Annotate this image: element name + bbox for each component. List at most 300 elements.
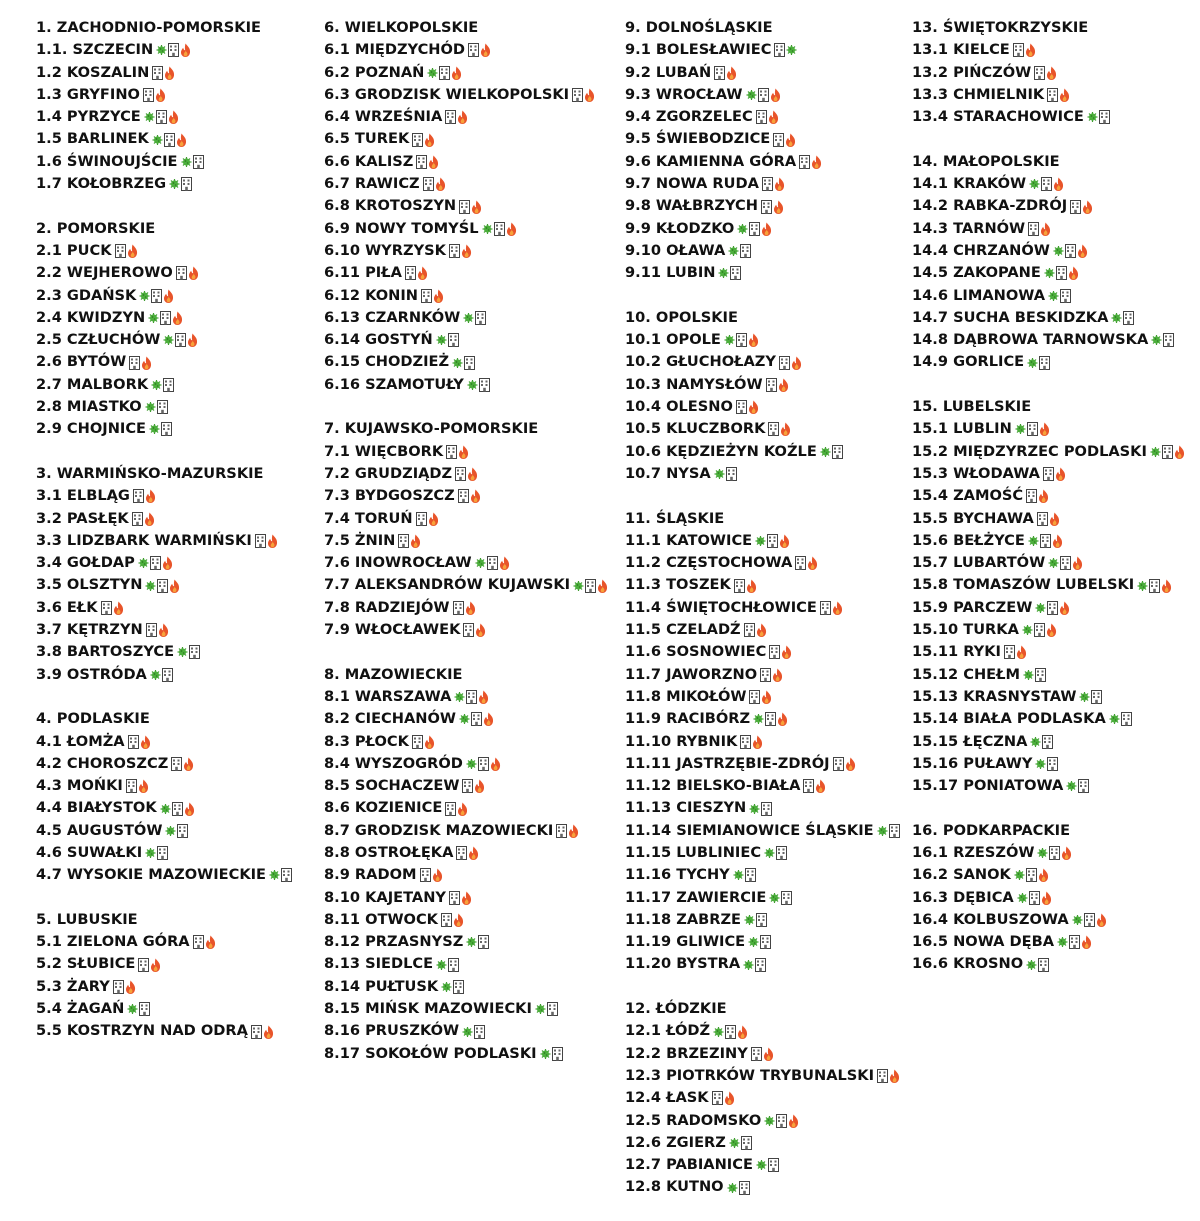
list-item bbox=[625, 820, 917, 842]
list-item bbox=[324, 62, 616, 84]
list-item bbox=[625, 708, 917, 730]
status-icons bbox=[465, 934, 489, 950]
building-icon bbox=[160, 421, 173, 437]
list-item bbox=[36, 753, 328, 775]
status-icons bbox=[733, 578, 757, 594]
city-label: 15.3 WŁODAWA bbox=[912, 464, 1040, 482]
region-heading: 3. WARMIŃSKO-MAZURSKIE bbox=[36, 464, 264, 482]
status-icons bbox=[457, 488, 481, 504]
flame-icon bbox=[780, 644, 793, 660]
list-item bbox=[324, 1020, 616, 1042]
city-label: 4.7 WYSOKIE MAZOWIECKIE bbox=[36, 866, 267, 884]
flame-icon bbox=[1054, 466, 1067, 482]
list-item bbox=[324, 976, 616, 998]
flame-icon bbox=[456, 801, 469, 817]
list-item bbox=[36, 39, 328, 61]
status-icons bbox=[1027, 221, 1051, 237]
city-label: 6.5 TUREK bbox=[324, 130, 410, 148]
city-label: 15.6 BEŁŻYCE bbox=[912, 531, 1025, 549]
list-item bbox=[625, 1043, 917, 1065]
city-label: 11.2 CZĘSTOCHOWA bbox=[625, 554, 793, 572]
status-icons bbox=[1013, 867, 1049, 883]
building-icon bbox=[738, 1180, 751, 1196]
city-label: 2.9 CHOJNICE bbox=[36, 420, 147, 438]
city-label: 9.2 LUBAŃ bbox=[625, 63, 712, 81]
flame-icon bbox=[773, 176, 786, 192]
status-icons bbox=[127, 734, 151, 750]
city-label: 9.11 LUBIN bbox=[625, 264, 716, 282]
list-item bbox=[324, 909, 616, 931]
flame-icon bbox=[112, 600, 125, 616]
city-label: 11.6 SOSNOWIEC bbox=[625, 643, 767, 661]
flame-icon bbox=[747, 332, 760, 348]
flame-icon bbox=[171, 310, 184, 326]
city-label: 12.6 ZGIERZ bbox=[625, 1133, 726, 1151]
city-label: 16.6 KROSNO bbox=[912, 955, 1024, 973]
flame-icon bbox=[163, 65, 176, 81]
list-item bbox=[912, 953, 1200, 975]
building-icon bbox=[477, 934, 490, 950]
region-heading: 15. LUBELSKIE bbox=[912, 398, 1032, 416]
city-label: 8.12 PRZASNYSZ bbox=[324, 933, 464, 951]
status-icons bbox=[763, 845, 787, 861]
flame-icon bbox=[457, 444, 470, 460]
city-label: 11.12 BIELSKO-BIAŁA bbox=[625, 777, 801, 795]
status-icons bbox=[743, 622, 767, 638]
flame-icon bbox=[423, 734, 436, 750]
building-icon bbox=[452, 979, 465, 995]
status-icons bbox=[148, 421, 172, 437]
city-label: 16.5 NOWA DĘBA bbox=[912, 933, 1055, 951]
status-icons bbox=[467, 42, 491, 58]
flame-icon bbox=[831, 600, 844, 616]
city-label: 7.5 ŻNIN bbox=[324, 531, 396, 549]
city-label: 6.7 RAWICZ bbox=[324, 175, 420, 193]
city-label: 15.4 ZAMOŚĆ bbox=[912, 487, 1024, 505]
list-item bbox=[36, 106, 328, 128]
status-icons bbox=[723, 332, 759, 348]
building-icon bbox=[1098, 109, 1111, 125]
region-group bbox=[625, 17, 917, 285]
status-icons bbox=[142, 87, 166, 103]
status-icons bbox=[452, 600, 476, 616]
building-icon bbox=[729, 265, 742, 281]
list-item bbox=[912, 552, 1200, 574]
status-icons bbox=[745, 87, 781, 103]
building-icon bbox=[156, 845, 169, 861]
status-icons bbox=[404, 265, 428, 281]
list-item bbox=[324, 597, 616, 619]
building-icon bbox=[180, 176, 193, 192]
list-item bbox=[324, 128, 616, 150]
city-label: 15.5 BYCHAWA bbox=[912, 509, 1034, 527]
list-item bbox=[324, 619, 616, 641]
status-icons bbox=[1065, 778, 1089, 794]
list-item bbox=[625, 686, 917, 708]
city-label: 15.10 TURKA bbox=[912, 621, 1019, 639]
flame-icon bbox=[427, 511, 440, 527]
city-label: 16.4 KOLBUSZOWA bbox=[912, 910, 1069, 928]
flame-icon bbox=[416, 265, 429, 281]
flame-icon bbox=[736, 1024, 749, 1040]
list-item bbox=[36, 530, 328, 552]
status-icons bbox=[755, 109, 779, 125]
flame-icon bbox=[1067, 265, 1080, 281]
city-label: 2.5 CZŁUCHÓW bbox=[36, 331, 161, 349]
status-icons bbox=[444, 109, 468, 125]
list-item bbox=[912, 329, 1200, 351]
status-icons bbox=[713, 466, 737, 482]
flame-icon bbox=[806, 555, 819, 571]
building-icon bbox=[156, 399, 169, 415]
flame-icon bbox=[162, 288, 175, 304]
building-icon bbox=[192, 154, 205, 170]
status-icons bbox=[1003, 644, 1027, 660]
list-item bbox=[625, 887, 917, 909]
status-icons bbox=[1056, 934, 1092, 950]
list-item bbox=[912, 574, 1200, 596]
city-label: 11.8 MIKOŁÓW bbox=[625, 687, 747, 705]
building-icon bbox=[473, 1024, 486, 1040]
list-item bbox=[625, 1087, 917, 1109]
status-icons bbox=[727, 243, 751, 259]
status-icons bbox=[125, 778, 149, 794]
list-item bbox=[36, 664, 328, 686]
flame-icon bbox=[482, 711, 495, 727]
list-item bbox=[324, 864, 616, 886]
list-item bbox=[36, 240, 328, 262]
list-item bbox=[625, 842, 917, 864]
flame-icon bbox=[124, 979, 137, 995]
flame-icon bbox=[567, 823, 580, 839]
city-label: 11.1 KATOWICE bbox=[625, 531, 753, 549]
status-icons bbox=[1021, 622, 1057, 638]
city-label: 15.17 PONIATOWA bbox=[912, 777, 1064, 795]
flame-icon bbox=[767, 109, 780, 125]
building-icon bbox=[1038, 355, 1051, 371]
list-item bbox=[625, 106, 917, 128]
list-item bbox=[324, 820, 616, 842]
flame-icon bbox=[810, 154, 823, 170]
list-item bbox=[324, 351, 616, 373]
city-label: 11.10 RYBNIK bbox=[625, 732, 738, 750]
status-icons bbox=[419, 867, 443, 883]
list-item bbox=[36, 418, 328, 440]
list-item bbox=[324, 797, 616, 819]
city-label: 10.5 KLUCZBORK bbox=[625, 420, 766, 438]
status-icons bbox=[458, 199, 482, 215]
flame-icon bbox=[1076, 243, 1089, 259]
region-heading: 4. PODLASKIE bbox=[36, 710, 150, 728]
city-label: 7.2 GRUDZIĄDZ bbox=[324, 464, 453, 482]
status-icons bbox=[128, 355, 152, 371]
list-item bbox=[625, 84, 917, 106]
list-item bbox=[36, 351, 328, 373]
building-icon bbox=[754, 957, 767, 973]
region-group bbox=[912, 820, 1200, 976]
list-item bbox=[36, 597, 328, 619]
region-group bbox=[625, 508, 917, 976]
status-icons bbox=[832, 756, 856, 772]
list-item bbox=[324, 240, 616, 262]
flame-icon bbox=[751, 734, 764, 750]
region-group bbox=[36, 909, 328, 1043]
flame-icon bbox=[479, 42, 492, 58]
city-label: 9.6 KAMIENNA GÓRA bbox=[625, 152, 797, 170]
city-label: 15.12 CHEŁM bbox=[912, 665, 1021, 683]
list-item bbox=[36, 619, 328, 641]
status-icons bbox=[1069, 199, 1093, 215]
list-item bbox=[324, 530, 616, 552]
building-icon bbox=[1041, 734, 1054, 750]
status-icons bbox=[765, 377, 789, 393]
status-icons bbox=[755, 1157, 779, 1173]
city-label: 8.9 RADOM bbox=[324, 866, 417, 884]
list-item bbox=[912, 195, 1200, 217]
status-icons bbox=[1012, 42, 1036, 58]
flame-icon bbox=[126, 243, 139, 259]
flame-icon bbox=[161, 555, 174, 571]
city-label: 7.1 WIĘCBORK bbox=[324, 442, 444, 460]
city-label: 3.6 EŁK bbox=[36, 598, 98, 616]
city-label: 1.6 ŚWINOUJŚCIE bbox=[36, 152, 178, 170]
status-icons bbox=[250, 1024, 274, 1040]
city-label: 15.2 MIĘDZYRZEC PODLASKI bbox=[912, 442, 1147, 460]
building-icon bbox=[831, 444, 844, 460]
status-icons bbox=[155, 42, 191, 58]
virus-icon bbox=[785, 42, 798, 58]
region-group bbox=[912, 396, 1200, 797]
city-label: 12.1 ŁÓDŹ bbox=[625, 1022, 711, 1040]
list-item bbox=[324, 731, 616, 753]
status-icons bbox=[1043, 265, 1079, 281]
status-icons bbox=[761, 176, 785, 192]
list-item bbox=[625, 262, 917, 284]
list-item bbox=[36, 173, 328, 195]
list-item bbox=[625, 864, 917, 886]
list-item bbox=[324, 218, 616, 240]
list-item bbox=[912, 753, 1200, 775]
status-icons bbox=[451, 355, 475, 371]
flame-icon bbox=[1045, 65, 1058, 81]
flame-icon bbox=[787, 1113, 800, 1129]
flame-icon bbox=[204, 934, 217, 950]
status-icons bbox=[150, 377, 174, 393]
city-label: 3.2 PASŁĘK bbox=[36, 509, 129, 527]
city-label: 9.5 ŚWIEBODZICE bbox=[625, 130, 771, 148]
city-label: 4.3 MOŃKI bbox=[36, 777, 123, 795]
flame-icon bbox=[1052, 176, 1065, 192]
region-heading: 8. MAZOWIECKIE bbox=[324, 665, 463, 683]
status-icons bbox=[773, 42, 797, 58]
city-label: 13.1 KIELCE bbox=[912, 41, 1010, 59]
list-item bbox=[324, 39, 616, 61]
region-heading: 11. ŚLĄSKIE bbox=[625, 509, 725, 527]
flame-icon bbox=[762, 1046, 775, 1062]
status-icons bbox=[802, 778, 826, 794]
list-item bbox=[625, 641, 917, 663]
list-item bbox=[36, 953, 328, 975]
flame-icon bbox=[1173, 444, 1186, 460]
list-item bbox=[625, 329, 917, 351]
region-group bbox=[625, 998, 917, 1199]
building-icon bbox=[474, 310, 487, 326]
list-item bbox=[912, 39, 1200, 61]
flame-icon bbox=[1060, 845, 1073, 861]
flame-icon bbox=[498, 555, 511, 571]
list-item bbox=[625, 195, 917, 217]
city-label: 4.4 BIAŁYSTOK bbox=[36, 799, 157, 817]
flame-icon bbox=[777, 377, 790, 393]
city-label: 14.5 ZAKOPANE bbox=[912, 264, 1041, 282]
list-item bbox=[912, 641, 1200, 663]
status-icons bbox=[712, 1024, 748, 1040]
flame-icon bbox=[1048, 511, 1061, 527]
status-icons bbox=[137, 555, 173, 571]
city-label: 2.1 PUCK bbox=[36, 241, 112, 259]
status-icons bbox=[1150, 332, 1174, 348]
city-label: 4.1 ŁOMŻA bbox=[36, 732, 125, 750]
status-icons bbox=[767, 421, 791, 437]
list-item bbox=[912, 463, 1200, 485]
column-4 bbox=[912, 17, 1200, 998]
flame-icon bbox=[1037, 488, 1050, 504]
city-label: 6.11 PIŁA bbox=[324, 264, 402, 282]
building-icon bbox=[775, 845, 788, 861]
region-group bbox=[36, 463, 328, 686]
building-icon bbox=[1120, 711, 1133, 727]
building-icon bbox=[447, 332, 460, 348]
city-label: 9.3 WROCŁAW bbox=[625, 85, 743, 103]
city-label: 2.8 MIASTKO bbox=[36, 398, 142, 416]
flame-icon bbox=[474, 622, 487, 638]
flame-icon bbox=[467, 845, 480, 861]
city-label: 6.4 WRZEŚNIA bbox=[324, 108, 443, 126]
city-label: 10.2 GŁUCHOŁAZY bbox=[625, 353, 776, 371]
city-label: 8.13 SIEDLCE bbox=[324, 955, 434, 973]
status-icons bbox=[1046, 87, 1070, 103]
city-label: 8.10 KAJETANY bbox=[324, 888, 446, 906]
status-icons bbox=[1036, 511, 1060, 527]
city-label: 3.4 GOŁDAP bbox=[36, 554, 135, 572]
city-label: 8.17 SOKOŁÓW PODLASKI bbox=[324, 1044, 537, 1062]
list-item bbox=[324, 508, 616, 530]
flame-icon bbox=[1039, 221, 1052, 237]
city-label: 11.7 JAWORZNO bbox=[625, 665, 758, 683]
building-icon bbox=[888, 823, 901, 839]
flame-icon bbox=[772, 199, 785, 215]
list-item bbox=[912, 864, 1200, 886]
building-icon bbox=[478, 377, 491, 393]
list-item bbox=[625, 664, 917, 686]
status-icons bbox=[713, 65, 737, 81]
flame-icon bbox=[460, 243, 473, 259]
status-icons bbox=[1110, 310, 1134, 326]
flame-icon bbox=[778, 533, 791, 549]
city-label: 11.15 LUBLINIEC bbox=[625, 843, 762, 861]
status-icons bbox=[445, 444, 469, 460]
city-label: 11.9 RACIBÓRZ bbox=[625, 710, 751, 728]
city-label: 14.7 SUCHA BESKIDZKA bbox=[912, 308, 1109, 326]
list-item bbox=[324, 374, 616, 396]
city-label: 14.6 LIMANOWA bbox=[912, 286, 1045, 304]
list-item bbox=[36, 842, 328, 864]
status-icons bbox=[132, 488, 156, 504]
status-icons bbox=[192, 934, 216, 950]
status-icons bbox=[461, 778, 485, 794]
status-icons bbox=[711, 1090, 735, 1106]
flame-icon bbox=[154, 87, 167, 103]
building-icon bbox=[280, 867, 293, 883]
list-item bbox=[625, 731, 917, 753]
status-icons bbox=[1052, 243, 1088, 259]
list-item bbox=[36, 731, 328, 753]
flame-icon bbox=[1058, 600, 1071, 616]
flame-icon bbox=[167, 109, 180, 125]
list-item bbox=[912, 485, 1200, 507]
list-item bbox=[324, 753, 616, 775]
city-label: 13.3 CHMIELNIK bbox=[912, 85, 1045, 103]
flame-icon bbox=[450, 65, 463, 81]
status-icons bbox=[170, 756, 194, 772]
list-item bbox=[36, 128, 328, 150]
list-item bbox=[324, 686, 616, 708]
city-label: 6.12 KONIN bbox=[324, 286, 419, 304]
flame-icon bbox=[745, 578, 758, 594]
flame-icon bbox=[1038, 421, 1051, 437]
building-icon bbox=[161, 667, 174, 683]
list-item bbox=[324, 953, 616, 975]
list-item bbox=[625, 953, 917, 975]
status-icons bbox=[819, 444, 843, 460]
status-icons bbox=[440, 912, 464, 928]
list-item bbox=[625, 374, 917, 396]
list-item bbox=[625, 1132, 917, 1154]
list-item bbox=[625, 619, 917, 641]
list-item bbox=[912, 842, 1200, 864]
city-label: 4.5 AUGUSTÓW bbox=[36, 821, 163, 839]
status-icons bbox=[151, 132, 187, 148]
building-icon bbox=[447, 957, 460, 973]
building-icon bbox=[463, 355, 476, 371]
status-icons bbox=[1025, 488, 1049, 504]
status-icons bbox=[876, 823, 900, 839]
city-label: 15.7 LUBARTÓW bbox=[912, 554, 1046, 572]
city-label: 8.16 PRUSZKÓW bbox=[324, 1022, 460, 1040]
status-icons bbox=[759, 667, 783, 683]
list-item bbox=[36, 374, 328, 396]
city-label: 4.6 SUWAŁKI bbox=[36, 843, 143, 861]
building-icon bbox=[1037, 957, 1050, 973]
status-icons bbox=[454, 466, 478, 482]
city-label: 5.4 ŻAGAŃ bbox=[36, 1000, 125, 1018]
city-label: 8.5 SOCHACZEW bbox=[324, 777, 460, 795]
city-label: 11.17 ZAWIERCIE bbox=[625, 888, 767, 906]
region-heading: 12. ŁÓDZKIE bbox=[625, 1000, 727, 1018]
flame-icon bbox=[144, 488, 157, 504]
building-icon bbox=[188, 644, 201, 660]
city-label: 14.2 RABKA-ZDRÓJ bbox=[912, 197, 1068, 215]
city-label: 5.5 KOSTRZYN NAD ODRĄ bbox=[36, 1022, 248, 1040]
flame-icon bbox=[149, 957, 162, 973]
city-label: 3.8 BARTOSZYCE bbox=[36, 643, 175, 661]
flame-icon bbox=[814, 778, 827, 794]
building-icon bbox=[755, 912, 768, 928]
city-label: 6.3 GRODZISK WIELKOPOLSKI bbox=[324, 85, 570, 103]
status-icons bbox=[876, 1068, 900, 1084]
status-icons bbox=[572, 578, 608, 594]
status-icons bbox=[126, 1001, 150, 1017]
